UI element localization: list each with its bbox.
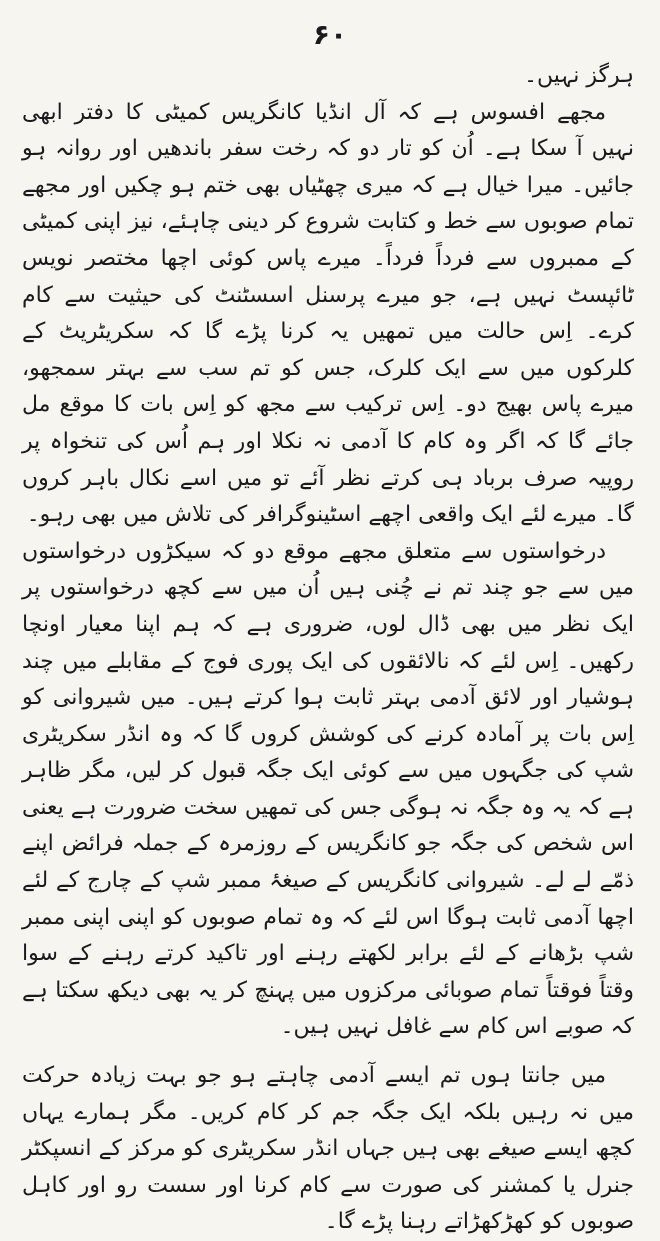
paragraph: ہرگز نہیں۔ <box>524 63 634 88</box>
body-text <box>22 58 635 1235</box>
paragraph: مجھے افسوس ہے کہ آل انڈیا کانگریس کمیٹی کا دفتر ابھی نہیں آ سکا ہے۔ اُن کو تار دو کہ رخت سفر باندھیں اور روانہ ہو جائیں۔ میرا خیال ہے کہ میری چھٹیاں بھی ختم ہو چکیں اور مجھے تمام صوبوں سے خط و کتابت شروع کر دینی چاہئے، نیز اپنی کمیٹی کے ممبروں سے فرداً فرداً۔ میرے پاس کوئی اچھا مختصر نویس ٹائپسٹ نہیں ہے، جو میرے پرسنل اسسٹنٹ کی حیثیت سے کام کرے۔ اِس حالت میں تمھیں یہ کرنا پڑے گا کہ سکریٹریٹ کے کلرکوں میں سے ایک کلرک، جس کو تم سب سے بہتر سمجھو، میرے پاس بھیج دو۔ اِس ترکیب سے مجھ کو اِس بات کا موقع مل جائے گا کہ اگر وہ کام کا آدمی نہ نکلا اور ہم اُس کی تنخواہ پر روپیہ صرف برباد ہی کرتے نظر آئے تو میں اسے نکال باہر کروں گا۔ میرے لئے ایک واقعی اچھے اسٹینوگرافر کی تلاش میں بھی رہو۔ <box>22 99 635 528</box>
paragraph: درخواستوں سے متعلق مجھے موقع دو کہ سیکڑوں درخواستوں میں سے جو چند تم نے چُنی ہیں اُن میں سے کچھ درخواستوں پر ایک نظر میں بھی ڈال لوں، ضروری ہے کہ ہم اپنا معیار اونچا رکھیں۔ اِس لئے کہ نالائقوں کی ایک پوری فوج کے مقابلے میں چند ہوشیار اور لائق آدمی بہتر ثابت ہوا کرتے ہیں۔ میں شیروانی کو اِس بات پر آمادہ کرنے کی کوشش کروں گا کہ وہ انڈر سکریٹری شپ کی جگہوں میں سے کوئی ایک جگہ قبول کر لیں، مگر ظاہر ہے کہ یہ وہ جگہ نہ ہوگی جس کی تمھیں سخت ضرورت ہے یعنی اس شخص کی جگہ جو کانگریس کے روزمرہ کے جملہ فرائض اپنے ذمّے لے لے۔ شیروانی کانگریس کے صیغۂ ممبر شپ کے چارج کے لئے اچھا آدمی ثابت ہوگا اس لئے کہ وہ تمام صوبوں کو اپنی اپنی ممبر شپ بڑھانے کے لئے برابر لکھتے رہنے اور تاکید کرتے رہنے کے سوا وقتاً فوقتاً تمام صوبائی مرکزوں میں پہنچ کر یہ بھی دیکھ سکتا ہے کہ صوبے اس کام سے غافل نہیں ہیں۔ <box>22 538 634 1040</box>
page-number: ۶۰ <box>312 18 348 51</box>
paragraph: میں جانتا ہوں تم ایسے آدمی چاہتے ہو جو بہت زیادہ حرکت میں نہ رہیں بلکہ ایک جگہ جم کر کام کریں۔ مگر ہمارے یہاں کچھ ایسے صیغے بھی ہیں جہاں انڈر سکریٹری کو مرکز کے انسپکٹر جنرل یا کمشنر کی صورت سے کام کرنا اور سست رو اور کاہل صوبوں کو کھڑکھڑاتے رہنا پڑے گا۔ <box>22 1063 634 1235</box>
